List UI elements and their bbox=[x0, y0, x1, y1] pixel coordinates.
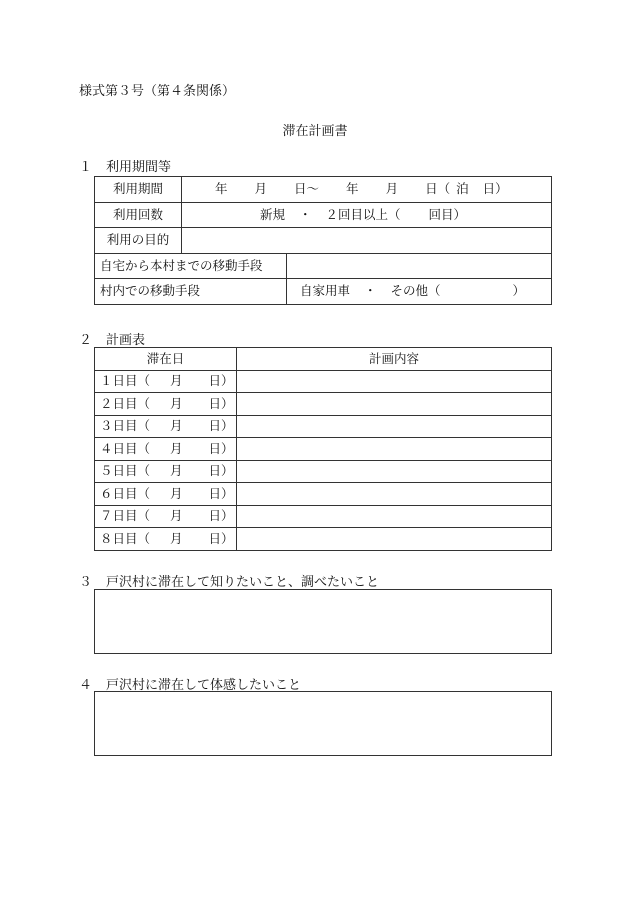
count-close: 回目） bbox=[428, 206, 467, 222]
day-month: 月 bbox=[170, 418, 183, 434]
day-date: 日） bbox=[208, 530, 234, 546]
day-month: 月 bbox=[170, 508, 183, 524]
section3-number: ３ bbox=[79, 575, 93, 590]
day-label: ８日目（ bbox=[100, 530, 151, 546]
plan-col-content: 計画内容 bbox=[237, 348, 552, 371]
transport-other-option[interactable]: その他（ bbox=[390, 283, 441, 299]
transport-separator: ・ bbox=[364, 283, 377, 299]
count-new-option[interactable]: 新規 bbox=[260, 206, 286, 222]
table-row bbox=[95, 460, 552, 483]
transport-to-field[interactable] bbox=[287, 253, 552, 279]
document-title: 滞在計画書 bbox=[282, 124, 348, 139]
plan-day-cell[interactable] bbox=[95, 528, 237, 551]
period-day1: 日〜 bbox=[294, 181, 320, 197]
plan-content-cell[interactable] bbox=[237, 438, 552, 461]
plan-day-cell[interactable] bbox=[95, 393, 237, 416]
period-field[interactable] bbox=[182, 177, 552, 203]
count-repeat-option[interactable]: ２回目以上（ bbox=[325, 206, 401, 222]
section1-title: 利用期間等 bbox=[106, 160, 172, 175]
day-label: ７日目（ bbox=[100, 508, 151, 524]
day-date: 日） bbox=[208, 440, 234, 456]
purpose-label: 利用の目的 bbox=[95, 228, 182, 254]
table-row bbox=[95, 483, 552, 506]
plan-col-date: 滞在日 bbox=[95, 348, 237, 371]
transport-car-option[interactable]: 自家用車 bbox=[300, 283, 351, 299]
day-date: 日） bbox=[208, 395, 234, 411]
section2-title: 計画表 bbox=[106, 333, 146, 348]
section3-heading bbox=[79, 571, 379, 590]
section2-heading bbox=[79, 329, 145, 348]
section4-title: 戸沢村に滞在して体感したいこと bbox=[106, 678, 302, 693]
day-label: ３日目（ bbox=[100, 418, 151, 434]
table-row bbox=[95, 438, 552, 461]
plan-content-cell[interactable] bbox=[237, 483, 552, 506]
period-nights: 泊 bbox=[456, 181, 469, 197]
transport-close: ） bbox=[512, 283, 526, 299]
plan-content-cell[interactable] bbox=[237, 393, 552, 416]
day-label: ２日目（ bbox=[100, 395, 151, 411]
usage-period-table bbox=[94, 176, 552, 305]
day-month: 月 bbox=[170, 440, 183, 456]
day-label: ４日目（ bbox=[100, 440, 151, 456]
plan-day-cell[interactable] bbox=[95, 415, 237, 438]
day-month: 月 bbox=[170, 463, 183, 479]
day-date: 日） bbox=[208, 463, 234, 479]
table-row bbox=[95, 177, 552, 203]
day-date: 日） bbox=[208, 508, 234, 524]
section1-heading bbox=[79, 156, 171, 175]
transport-in-field[interactable] bbox=[287, 279, 552, 305]
day-month: 月 bbox=[170, 485, 183, 501]
day-month: 月 bbox=[170, 373, 183, 389]
section1-number: １ bbox=[79, 160, 93, 175]
day-date: 日） bbox=[208, 418, 234, 434]
table-row bbox=[95, 279, 552, 305]
transport-to-label: 自宅から本村までの移動手段 bbox=[95, 253, 287, 279]
count-field[interactable] bbox=[182, 202, 552, 228]
count-label: 利用回数 bbox=[95, 202, 182, 228]
table-header-row bbox=[95, 348, 552, 371]
period-month1: 月 bbox=[254, 181, 268, 197]
period-label: 利用期間 bbox=[95, 177, 182, 203]
form-number-label: 様式第３号（第４条関係） bbox=[79, 84, 236, 99]
section2-number: ２ bbox=[79, 333, 93, 348]
day-month: 月 bbox=[170, 530, 183, 546]
plan-day-cell[interactable] bbox=[95, 505, 237, 528]
period-year2: 年 bbox=[346, 181, 359, 197]
table-row bbox=[95, 228, 552, 254]
table-row bbox=[95, 393, 552, 416]
section3-title: 戸沢村に滞在して知りたいこと、調べたいこと bbox=[106, 575, 380, 590]
plan-table bbox=[94, 347, 552, 551]
period-year1: 年 bbox=[215, 181, 228, 197]
plan-content-cell[interactable] bbox=[237, 370, 552, 393]
day-date: 日） bbox=[208, 485, 234, 501]
purpose-field[interactable] bbox=[182, 228, 552, 254]
plan-content-cell[interactable] bbox=[237, 505, 552, 528]
table-row bbox=[95, 370, 552, 393]
learn-textarea[interactable] bbox=[94, 589, 552, 654]
count-separator: ・ bbox=[299, 206, 312, 222]
plan-content-cell[interactable] bbox=[237, 528, 552, 551]
plan-day-cell[interactable] bbox=[95, 438, 237, 461]
table-row bbox=[95, 202, 552, 228]
day-date: 日） bbox=[208, 373, 234, 389]
period-month2: 月 bbox=[385, 181, 399, 197]
table-row bbox=[95, 528, 552, 551]
day-label: ６日目（ bbox=[100, 485, 151, 501]
period-close: 日） bbox=[482, 181, 508, 197]
transport-in-label: 村内での移動手段 bbox=[95, 279, 287, 305]
table-row bbox=[95, 415, 552, 438]
experience-textarea[interactable] bbox=[94, 691, 552, 756]
table-row bbox=[95, 505, 552, 528]
day-month: 月 bbox=[170, 395, 183, 411]
table-row bbox=[95, 253, 552, 279]
plan-day-cell[interactable] bbox=[95, 370, 237, 393]
day-label: ５日目（ bbox=[100, 463, 151, 479]
section4-number: ４ bbox=[79, 678, 93, 693]
plan-content-cell[interactable] bbox=[237, 415, 552, 438]
plan-content-cell[interactable] bbox=[237, 460, 552, 483]
day-label: １日目（ bbox=[100, 373, 151, 389]
period-day2: 日（ bbox=[425, 181, 451, 197]
plan-day-cell[interactable] bbox=[95, 460, 237, 483]
plan-day-cell[interactable] bbox=[95, 483, 237, 506]
